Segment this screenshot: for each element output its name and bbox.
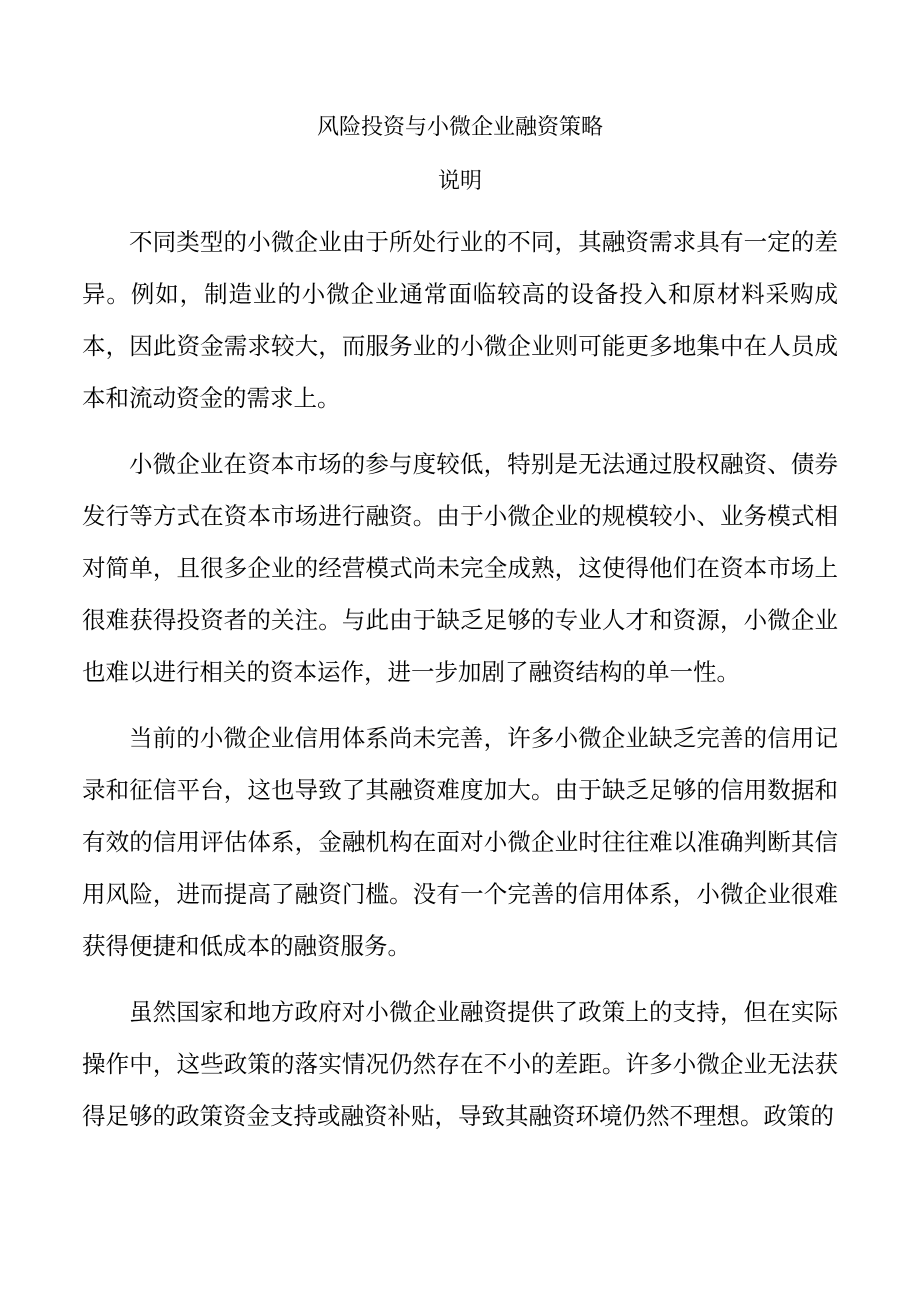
document-title: 风险投资与小微企业融资策略 [316, 115, 603, 140]
paragraph-capital-market: 小微企业在资本市场的参与度较低，特别是无法通过股权融资、债券发行等方式在资本市场进行融资。由于小微企业的规模较小、业务模式相对简单，且很多企业的经营模式尚未完全成熟，这使得他们在资本市场上很难获得投资者的关注。与此由于缺乏足够的专业人才和资源，小微企业也难以进行相关的资本运作，进一步加剧了融资结构的单一性。 [82, 450, 838, 686]
paragraph-industry-differences: 不同类型的小微企业由于所处行业的不同，其融资需求具有一定的差异。例如，制造业的小微企业通常面临较高的设备投入和原材料采购成本，因此资金需求较大，而服务业的小微企业则可能更多地集中在人员成本和流动资金的需求上。 [82, 228, 838, 412]
paragraph-credit-system: 当前的小微企业信用体系尚未完善，许多小微企业缺乏完善的信用记录和征信平台，这也导致了其融资难度加大。由于缺乏足够的信用数据和有效的信用评估体系，金融机构在面对小微企业时往往难以准确判断其信用风险，进而提高了融资门槛。没有一个完善的信用体系，小微企业很难获得便捷和低成本的融资服务。 [82, 724, 838, 960]
document-subtitle: 说明 [437, 169, 482, 194]
paragraph-policy-support: 虽然国家和地方政府对小微企业融资提供了政策上的支持，但在实际操作中，这些政策的落实情况仍然存在不小的差距。许多小微企业无法获得足够的政策资金支持或融资补贴，导致其融资环境仍然不理想。政策的 [82, 998, 838, 1130]
